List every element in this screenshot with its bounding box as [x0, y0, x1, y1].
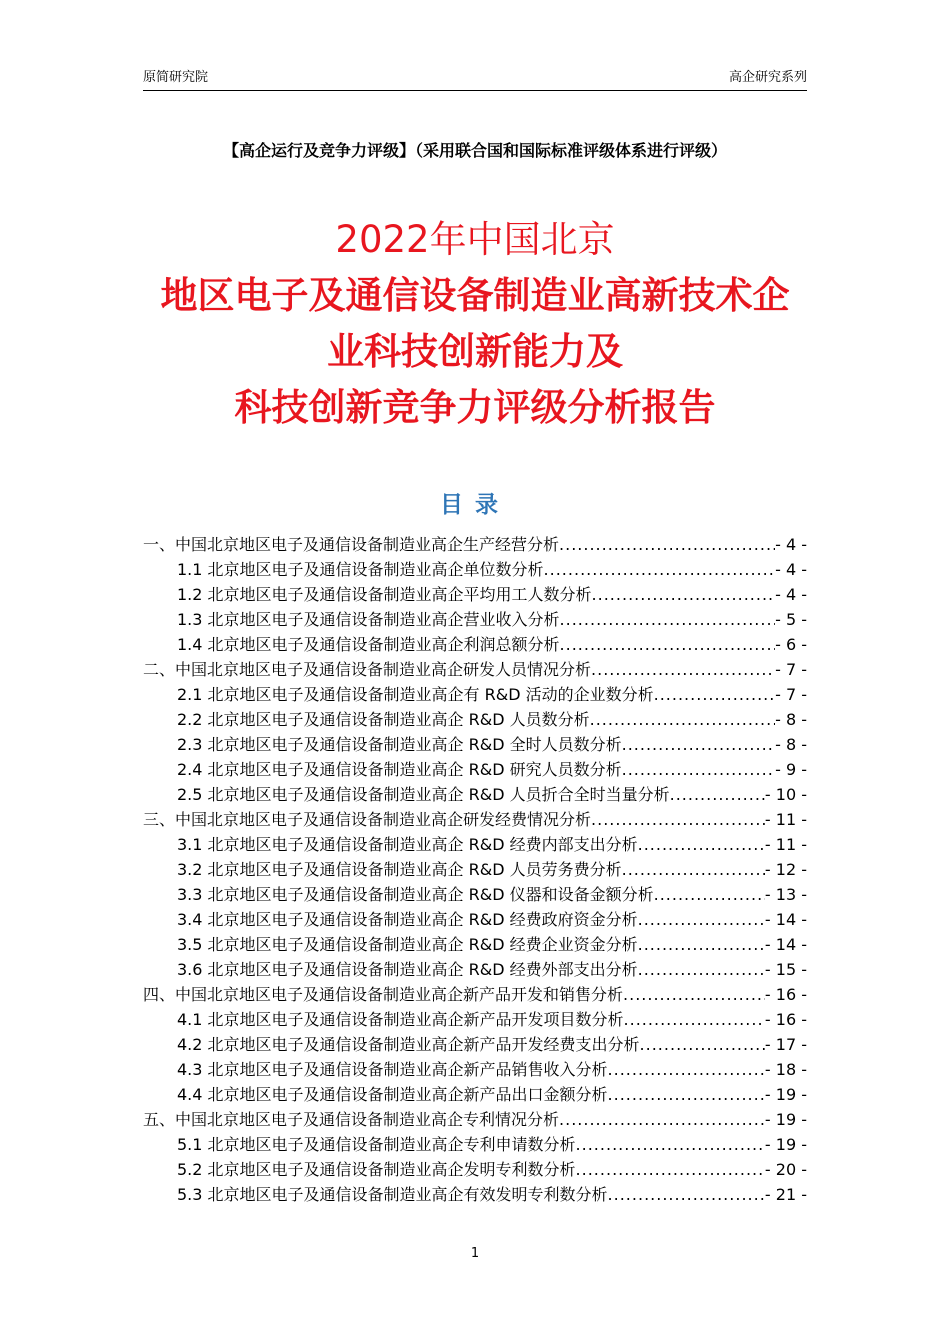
toc-entry-page: - 19 -: [764, 1110, 807, 1129]
toc-entry-page: - 11 -: [764, 810, 807, 829]
toc-entry-text: 5.2 北京地区电子及通信设备制造业高企发明专利数分析: [177, 1160, 576, 1179]
toc-entry-text: 3.3 北京地区电子及通信设备制造业高企 R&D 仪器和设备金额分析: [177, 885, 654, 904]
toc-entry-page: - 5 -: [775, 610, 807, 629]
toc-entry[interactable]: [143, 707, 807, 732]
toc-entry-page: - 14 -: [764, 910, 807, 929]
toc-entry-page: - 13 -: [764, 885, 807, 904]
page-number: 1: [470, 1246, 480, 1261]
toc-entry-page: - 15 -: [764, 960, 807, 979]
toc-dot-leader: [638, 935, 765, 954]
title-line-1: 2022年中国北京: [335, 218, 615, 261]
toc-entry[interactable]: [143, 1182, 807, 1207]
toc-entry[interactable]: [143, 682, 807, 707]
report-title: [120, 212, 830, 436]
toc-entry-text: 2.2 北京地区电子及通信设备制造业高企 R&D 人员数分析: [177, 710, 590, 729]
toc-dot-leader: [591, 810, 765, 829]
toc-entry-text: 3.1 北京地区电子及通信设备制造业高企 R&D 经费内部支出分析: [177, 835, 638, 854]
toc-entry-text: 1.3 北京地区电子及通信设备制造业高企营业收入分析: [177, 610, 560, 629]
toc-entry-text: 4.2 北京地区电子及通信设备制造业高企新产品开发经费支出分析: [177, 1035, 640, 1054]
toc-entry-text: 2.4 北京地区电子及通信设备制造业高企 R&D 研究人员数分析: [177, 760, 622, 779]
toc-dot-leader: [624, 1010, 765, 1029]
toc-entry[interactable]: [143, 907, 807, 932]
toc-entry[interactable]: [143, 832, 807, 857]
toc-dot-leader: [560, 610, 776, 629]
toc-entry[interactable]: [143, 532, 807, 557]
table-of-contents: [143, 532, 807, 1207]
title-line-2: 地区电子及通信设备制造业高新技术企: [160, 274, 790, 317]
toc-entry-page: - 12 -: [764, 860, 807, 879]
toc-entry-page: - 8 -: [775, 735, 807, 754]
toc-dot-leader: [559, 535, 775, 554]
toc-entry-page: - 4 -: [775, 535, 807, 554]
toc-entry[interactable]: [143, 982, 807, 1007]
toc-dot-leader: [559, 1110, 765, 1129]
toc-entry[interactable]: [143, 757, 807, 782]
toc-entry[interactable]: [143, 657, 807, 682]
toc-entry[interactable]: [143, 1132, 807, 1157]
toc-entry-text: 1.1 北京地区电子及通信设备制造业高企单位数分析: [177, 560, 544, 579]
toc-dot-leader: [592, 585, 776, 604]
toc-entry-text: 2.5 北京地区电子及通信设备制造业高企 R&D 人员折合全时当量分析: [177, 785, 670, 804]
toc-entry-page: - 18 -: [764, 1060, 807, 1079]
title-line-4: 科技创新竞争力评级分析报告: [234, 386, 716, 429]
toc-entry[interactable]: [143, 582, 807, 607]
toc-entry-page: - 11 -: [764, 835, 807, 854]
toc-dot-leader: [623, 985, 765, 1004]
toc-dot-leader: [544, 560, 776, 579]
toc-entry-page: - 7 -: [775, 685, 807, 704]
toc-entry-page: - 16 -: [764, 985, 807, 1004]
toc-entry-page: - 17 -: [764, 1035, 807, 1054]
toc-dot-leader: [608, 1185, 765, 1204]
toc-entry[interactable]: [143, 632, 807, 657]
toc-entry-text: 三、中国北京地区电子及通信设备制造业高企研发经费情况分析: [143, 810, 592, 829]
toc-entry-text: 1.4 北京地区电子及通信设备制造业高企利润总额分析: [177, 635, 560, 654]
toc-entry-text: 3.2 北京地区电子及通信设备制造业高企 R&D 人员劳务费分析: [177, 860, 622, 879]
toc-entry-text: 五、中国北京地区电子及通信设备制造业高企专利情况分析: [143, 1110, 560, 1129]
toc-entry-page: - 4 -: [775, 560, 807, 579]
toc-entry-text: 二、中国北京地区电子及通信设备制造业高企研发人员情况分析: [143, 660, 592, 679]
toc-entry-page: - 21 -: [764, 1185, 807, 1204]
page-header: [143, 66, 807, 91]
toc-entry-page: - 19 -: [764, 1135, 807, 1154]
toc-entry-text: 4.3 北京地区电子及通信设备制造业高企新产品销售收入分析: [177, 1060, 608, 1079]
toc-entry[interactable]: [143, 807, 807, 832]
toc-entry[interactable]: [143, 1032, 807, 1057]
toc-dot-leader: [622, 760, 775, 779]
toc-entry-text: 4.1 北京地区电子及通信设备制造业高企新产品开发项目数分析: [177, 1010, 624, 1029]
toc-entry-text: 3.5 北京地区电子及通信设备制造业高企 R&D 经费企业资金分析: [177, 935, 638, 954]
toc-entry-page: - 14 -: [764, 935, 807, 954]
toc-entry-page: - 20 -: [764, 1160, 807, 1179]
report-subtitle: 【高企运行及竞争力评级】（采用联合国和国际标准评级体系进行评级）: [222, 141, 727, 160]
toc-entry-text: 2.3 北京地区电子及通信设备制造业高企 R&D 全时人员数分析: [177, 735, 622, 754]
toc-entry[interactable]: [143, 857, 807, 882]
toc-entry[interactable]: [143, 607, 807, 632]
toc-dot-leader: [591, 660, 775, 679]
toc-dot-leader: [608, 1060, 765, 1079]
title-line-3: 业科技创新能力及: [327, 330, 623, 373]
toc-dot-leader: [654, 885, 765, 904]
toc-entry[interactable]: [143, 882, 807, 907]
toc-entry-text: 3.6 北京地区电子及通信设备制造业高企 R&D 经费外部支出分析: [177, 960, 638, 979]
toc-entry[interactable]: [143, 732, 807, 757]
toc-entry-page: - 7 -: [775, 660, 807, 679]
toc-entry-page: - 9 -: [775, 760, 807, 779]
toc-dot-leader: [622, 860, 765, 879]
toc-entry-page: - 10 -: [764, 785, 807, 804]
toc-entry[interactable]: [143, 782, 807, 807]
toc-entry-text: 1.2 北京地区电子及通信设备制造业高企平均用工人数分析: [177, 585, 592, 604]
header-right: 高企研究系列: [728, 70, 807, 85]
toc-entry-page: - 4 -: [775, 585, 807, 604]
toc-entry-text: 4.4 北京地区电子及通信设备制造业高企新产品出口金额分析: [177, 1085, 608, 1104]
toc-dot-leader: [638, 835, 765, 854]
toc-dot-leader: [576, 1160, 765, 1179]
toc-entry-page: - 6 -: [775, 635, 807, 654]
toc-entry-text: 2.1 北京地区电子及通信设备制造业高企有 R&D 活动的企业数分析: [177, 685, 654, 704]
toc-entry-page: - 8 -: [775, 710, 807, 729]
toc-entry-text: 3.4 北京地区电子及通信设备制造业高企 R&D 经费政府资金分析: [177, 910, 638, 929]
toc-entry[interactable]: [143, 1107, 807, 1132]
toc-entry-text: 5.3 北京地区电子及通信设备制造业高企有效发明专利数分析: [177, 1185, 608, 1204]
toc-entry[interactable]: [143, 1057, 807, 1082]
toc-entry-page: - 16 -: [764, 1010, 807, 1029]
toc-dot-leader: [622, 735, 775, 754]
toc-dot-leader: [638, 910, 765, 929]
toc-heading: 目录: [440, 492, 510, 518]
toc-entry-text: 四、中国北京地区电子及通信设备制造业高企新产品开发和销售分析: [143, 985, 624, 1004]
toc-entry-page: - 19 -: [764, 1085, 807, 1104]
toc-dot-leader: [576, 1135, 765, 1154]
toc-dot-leader: [654, 685, 775, 704]
toc-entry[interactable]: [143, 932, 807, 957]
toc-entry[interactable]: [143, 957, 807, 982]
toc-entry-text: 一、中国北京地区电子及通信设备制造业高企生产经营分析: [143, 535, 560, 554]
toc-dot-leader: [590, 710, 775, 729]
toc-dot-leader: [608, 1085, 765, 1104]
header-left: 原简研究院: [143, 70, 209, 85]
toc-dot-leader: [670, 785, 765, 804]
toc-entry[interactable]: [143, 557, 807, 582]
toc-entry[interactable]: [143, 1157, 807, 1182]
toc-entry[interactable]: [143, 1082, 807, 1107]
toc-entry[interactable]: [143, 1007, 807, 1032]
toc-entry-text: 5.1 北京地区电子及通信设备制造业高企专利申请数分析: [177, 1135, 576, 1154]
toc-dot-leader: [560, 635, 776, 654]
toc-dot-leader: [638, 960, 765, 979]
toc-dot-leader: [640, 1035, 765, 1054]
